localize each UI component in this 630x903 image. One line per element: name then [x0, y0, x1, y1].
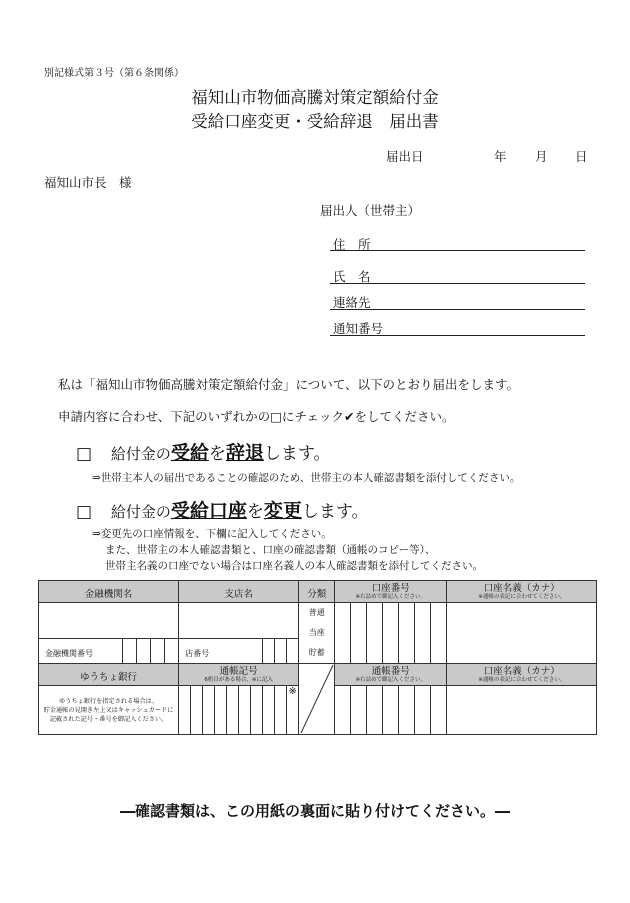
account-digit[interactable]	[351, 603, 367, 664]
option-decline	[76, 442, 331, 465]
notice-number-line[interactable]	[330, 335, 585, 336]
passbook-symbol-digit[interactable]	[239, 686, 251, 735]
passbook-number-digit[interactable]	[351, 686, 367, 735]
passbook-symbol-header: 通帳記号 6桁目がある場合、※に記入	[179, 664, 299, 686]
passbook-symbol-digit[interactable]	[179, 686, 191, 735]
passbook-symbol-digit[interactable]	[263, 686, 275, 735]
passbook-number-digit[interactable]	[367, 686, 383, 735]
account-digit[interactable]	[431, 603, 447, 664]
type-option-checking[interactable]: 当座	[308, 628, 325, 637]
account-digit[interactable]	[335, 603, 351, 664]
change-text-mid: を	[246, 502, 264, 522]
change-text-post: します。	[301, 502, 369, 522]
form-title-line1: 福知山市物価高騰対策定額給付金	[191, 88, 439, 107]
account-type-cell[interactable]	[299, 603, 335, 664]
change-checkbox[interactable]: □	[76, 502, 93, 522]
branch-code-label: 店番号	[179, 638, 263, 663]
change-note-2: また、世帯主の本人確認書類と、口座の確認書類（通帳のコピー等）、	[105, 544, 436, 556]
passbook-symbol-digit[interactable]	[275, 686, 287, 735]
yucho-holder-cell[interactable]	[447, 686, 597, 735]
passbook-symbol-digit[interactable]	[215, 686, 227, 735]
name-label: 氏 名	[333, 269, 371, 284]
address-line[interactable]	[330, 250, 585, 251]
institution-code-digit[interactable]	[151, 638, 165, 663]
diagonal-slash	[299, 664, 335, 734]
instruction-text: 申請内容に合わせ、下記のいずれかの□にチェック✔をしてください。	[58, 409, 455, 424]
passbook-number-digit[interactable]	[415, 686, 431, 735]
notice-number-label: 通知番号	[333, 321, 384, 336]
passbook-number-digit[interactable]	[335, 686, 351, 735]
decline-text-pre: 給付金の	[110, 445, 171, 463]
date-label: 届出日	[386, 149, 424, 164]
branch-name-cell[interactable]	[179, 603, 299, 639]
form-title-line2: 受給口座変更・受給辞退 届出書	[191, 112, 439, 131]
yucho-header: ゆうちょ銀行	[39, 664, 179, 686]
decline-note: ⇒世帯主本人の届出であることの確認のため、世帯主の本人確認書類を添付してください。	[92, 472, 521, 484]
passbook-number-digit[interactable]	[383, 686, 399, 735]
applicant-heading: 届出人（世帯主）	[320, 203, 421, 218]
institution-code-label: 金融機関番号	[39, 638, 123, 663]
passbook-symbol-digit[interactable]	[191, 686, 203, 735]
branch-code-digit[interactable]	[287, 638, 299, 663]
change-note-1: ⇒変更先の口座情報を、下欄に記入してください。	[92, 528, 332, 540]
yucho-holder-header: 口座名義（カナ） ※通帳の表記に合わせてください。	[447, 664, 597, 686]
change-emph-2: 変更	[263, 500, 302, 522]
contact-line[interactable]	[330, 309, 585, 310]
institution-name-cell[interactable]	[39, 603, 179, 639]
institution-header: 金融機関名	[39, 581, 179, 603]
passbook-symbol-digit[interactable]	[227, 686, 239, 735]
account-digit[interactable]	[415, 603, 431, 664]
change-emph-1: 受給口座	[170, 500, 247, 522]
passbook-number-digit[interactable]	[431, 686, 447, 735]
passbook-number-digit[interactable]	[399, 686, 415, 735]
bank-account-table	[38, 580, 597, 735]
decline-checkbox[interactable]: □	[76, 444, 93, 464]
addressee: 福知山市長 様	[44, 175, 132, 190]
account-digit[interactable]	[367, 603, 383, 664]
account-digit[interactable]	[383, 603, 399, 664]
footer-instruction: ―確認書類は、この用紙の裏面に貼り付けてください。―	[119, 802, 510, 820]
institution-code-digit[interactable]	[137, 638, 151, 663]
yucho-instruction-cell: ゆうちょ銀行を指定される場合は、 貯金通帳の見開き左上又はキャッシュカードに 記載された記号・番号を御記入ください。	[39, 686, 179, 735]
type-option-ordinary[interactable]: 普通	[308, 608, 325, 617]
type-header: 分類	[299, 581, 335, 603]
date-year: 年	[494, 149, 507, 164]
decline-emph-2: 辞退	[225, 442, 264, 464]
decline-text-post: します。	[263, 444, 331, 464]
passbook-symbol-sixth-digit[interactable]	[287, 686, 299, 735]
form-number: 別記様式第３号（第６条関係）	[44, 68, 184, 79]
branch-header: 支店名	[179, 581, 299, 603]
account-number-header: 口座番号 ※右詰めで御記入ください。	[335, 581, 447, 603]
change-text-pre: 給付金の	[110, 503, 171, 521]
holder-header: 口座名義（カナ） ※通帳の表記に合わせてください。	[447, 581, 597, 603]
change-note-3: 世帯主名義の口座でない場合は口座名義人の本人確認書類を添付してください。	[105, 560, 483, 572]
passbook-number-header: 通帳番号 ※右詰めで御記入ください。	[335, 664, 447, 686]
institution-code-digit[interactable]	[165, 638, 179, 663]
date-day: 日	[575, 149, 588, 164]
date-month: 月	[535, 149, 548, 164]
branch-code-digit[interactable]	[275, 638, 287, 663]
yucho-type-diagonal	[299, 664, 335, 735]
institution-code-digit[interactable]	[123, 638, 137, 663]
passbook-symbol-digit[interactable]	[203, 686, 215, 735]
passbook-symbol-digit[interactable]	[251, 686, 263, 735]
intro-text: 私は「福知山市物価高騰対策定額給付金」について、以下のとおり届出をします。	[58, 377, 520, 392]
decline-emph-1: 受給	[170, 442, 209, 464]
type-option-savings[interactable]: 貯蓄	[308, 648, 325, 657]
address-label: 住 所	[333, 237, 371, 252]
account-digit[interactable]	[399, 603, 415, 664]
decline-text-mid: を	[208, 444, 226, 464]
branch-code-digit[interactable]	[263, 638, 275, 663]
name-line[interactable]	[330, 283, 585, 284]
account-holder-cell[interactable]	[447, 603, 597, 664]
asterisk-mark: ※	[288, 686, 297, 698]
option-change-account	[76, 500, 369, 523]
contact-label: 連絡先	[333, 295, 371, 310]
